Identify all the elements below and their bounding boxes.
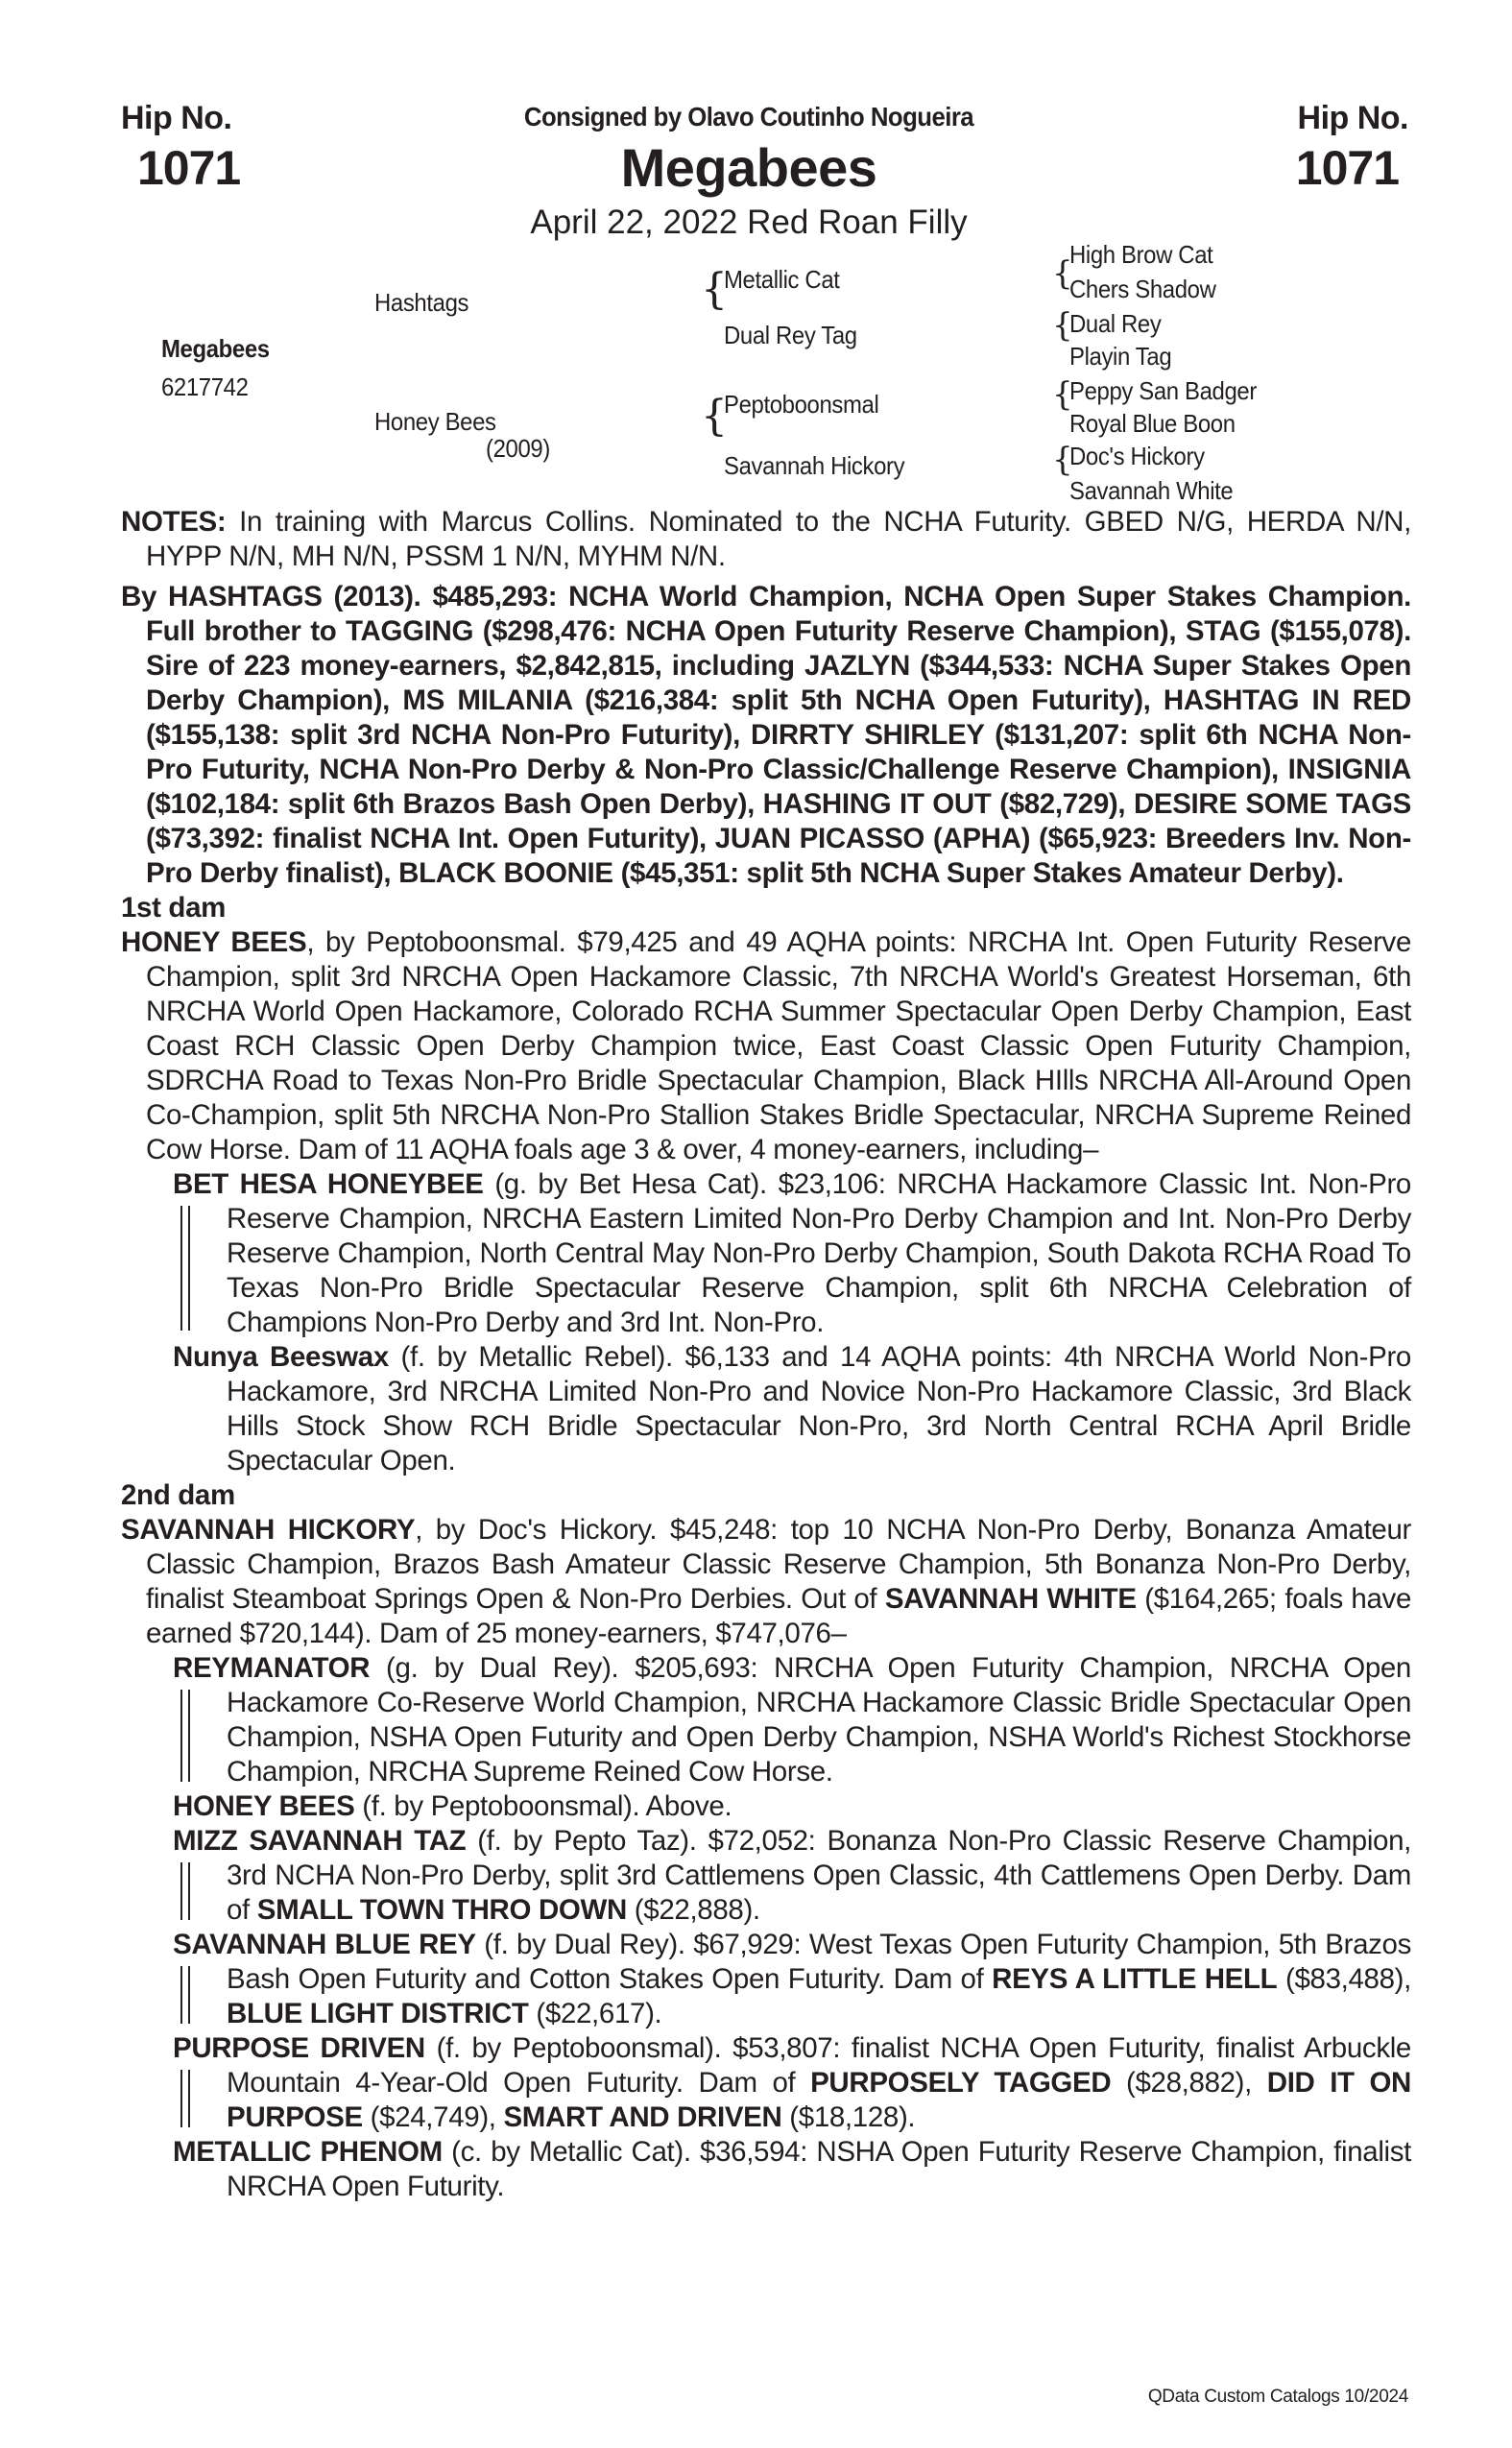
produce-entry	[121, 1340, 1411, 1478]
produce-entry	[121, 2135, 1411, 2204]
pedigree-subject: Megabees	[161, 334, 270, 363]
produce-offspring: BLUE LIGHT DISTRICT	[227, 1998, 529, 2029]
pedigree-g4-2: Chers Shadow	[1069, 275, 1216, 303]
pedigree-dam: Honey Bees	[374, 407, 496, 436]
second-dam-text-b: ($164,265; foals have earned $720,144). Dam of 25 money-earners, $747,076–	[146, 1583, 1412, 1649]
pedigree-g4-3: Dual Rey	[1069, 309, 1162, 338]
first-dam-text: , by Peptoboonsmal. $79,425 and 49 AQHA points: NRCHA Int. Open Futurity Reserve Champion, split 3rd NRCHA Open Hackamore Classic, 7th NRCHA World's Greatest Horseman, 6th NRCHA World Open Hackamore, Colorado RCHA Summer Spectacular Open Derby Champion, East Coast RCH Classic Open Derby Champion twice, East Coast Classic Open Futurity Champion, SDRCHA Road to Texas Non-Pro Bridle Spectacular Champion, Black HIlls NRCHA All-Around Open Co-Champion, split 5th NRCHA Non-Pro Stallion Stakes Bridle Spectacular, NRCHA Supreme Reined Cow Horse. Dam of 11 AQHA foals age 3 & over, 4 money-earners, including–	[146, 926, 1411, 1165]
pedigree-sire: Hashtags	[374, 288, 469, 317]
produce-offspring: SMART AND DRIVEN	[503, 2101, 782, 2133]
foal-description: April 22, 2022 Red Roan Filly	[530, 204, 968, 241]
pedigree-dam-dam: Savannah Hickory	[724, 451, 905, 480]
produce-name: METALLIC PHENOM	[173, 2136, 443, 2168]
pedigree-g4-4: Playin Tag	[1069, 342, 1172, 371]
pedigree-g4-1: High Brow Cat	[1069, 240, 1213, 269]
produce-entry	[121, 1928, 1411, 2031]
second-dam-paragraph	[121, 1513, 1411, 1651]
produce-offspring-earnings: ($24,749),	[362, 2101, 504, 2133]
pedigree-dam-sire: Peptoboonsmal	[724, 390, 879, 419]
produce-offspring: SMALL TOWN THRO DOWN	[256, 1894, 627, 1926]
pedigree-brace: {	[1052, 306, 1073, 345]
sire-paragraph: By HASHTAGS (2013). $485,293: NCHA World Champion, NCHA Open Super Stakes Champion. Full brother to TAGGING ($298,476: NCHA Open Futurity Reserve Champion), STAG ($155,078). Sire of 223 money-earners, $2,842,815, including JAZLYN ($344,533: NCHA Super Stakes Open Derby Champion), MS MILANIA ($216,384: split 5th NCHA Open Futurity), HASHTAG IN RED ($155,138: split 3rd NCHA Non-Pro Futurity), DIRRTY SHIRLEY ($131,207: split 6th NCHA Non-Pro Futurity, NCHA Non-Pro Derby & Non-Pro Classic/Challenge Reserve Champion), INSIGNIA ($102,184: split 6th Brazos Bash Open Derby), HASHING IT OUT ($82,729), DESIRE SOME TAGS ($73,392: finalist NCHA Int. Open Futurity), JUAN PICASSO (APHA) ($65,923: Breeders Inv. Non-Pro Derby finalist), BLACK BOONIE ($45,351: split 5th NCHA Super Stakes Amateur Derby).	[121, 581, 1411, 889]
produce-text: (f. by Dual Rey). $67,929: West Texas Open Futurity Champion, 5th Brazos Bash Open Futurity and Cotton Stakes Open Futurity. Dam of	[227, 1929, 1412, 1995]
produce-offspring-earnings: ($22,888).	[626, 1894, 760, 1926]
produce-offspring: DID IT ON PURPOSE	[227, 2067, 1412, 2133]
pedigree-g4-7: Doc's Hickory	[1069, 442, 1205, 470]
hip-label-right: Hip No.	[1297, 100, 1408, 136]
produce-offspring-earnings: ($22,617).	[528, 1998, 662, 2029]
produce-entry	[121, 1167, 1411, 1340]
produce-text: (f. by Peptoboonsmal). Above.	[354, 1790, 732, 1822]
produce-name: MIZZ SAVANNAH TAZ	[173, 1825, 467, 1857]
pedigree-sire-dam: Dual Rey Tag	[724, 321, 857, 349]
horse-name: Megabees	[620, 137, 877, 198]
notes-paragraph	[121, 505, 1411, 574]
consignor-line: Consigned by Olavo Coutinho Nogueira	[523, 102, 974, 132]
produce-offspring: PURPOSELY TAGGED	[810, 2067, 1112, 2099]
notes-label: NOTES:	[121, 506, 227, 538]
pedigree-sire-sire: Metallic Cat	[724, 265, 840, 294]
second-dam-text-a: , by Doc's Hickory. $45,248: top 10 NCHA Non-Pro Derby, Bonanza Amateur Classic Champion, Brazos Bash Amateur Classic Reserve Champion, 5th Bonanza Non-Pro Derby, finalist Steamboat Springs Open & Non-Pro Derbies. Out of	[146, 1514, 1411, 1615]
produce-name: SAVANNAH BLUE REY	[173, 1929, 476, 1960]
produce-text: (g. by Bet Hesa Cat). $23,106: NRCHA Hackamore Classic Int. Non-Pro Reserve Champion, NRCHA Eastern Limited Non-Pro Derby Champion and Int. Non-Pro Derby Reserve Champion, North Central May Non-Pro Derby Champion, South Dakota RCHA Road To Texas Non-Pro Bridle Spectacular Reserve Champion, split 6th NRCHA Celebration of Champions Non-Pro Derby and 3rd Int. Non-Pro.	[227, 1168, 1411, 1338]
produce-text: (f. by Metallic Rebel). $6,133 and 14 AQHA points: 4th NRCHA World Non-Pro Hackamore, 3rd NRCHA Limited Non-Pro and Novice Non-Pro Hackamore Classic, 3rd Black Hills Stock Show RCH Bridle Spectacular Non-Pro, 3rd North Central RCHA April Bridle Spectacular Open.	[227, 1341, 1411, 1476]
produce-name: Nunya Beeswax	[173, 1341, 389, 1373]
produce-name: PURPOSE DRIVEN	[173, 2032, 425, 2064]
second-dam-heading: 2nd dam	[121, 1479, 235, 1511]
produce-text: (f. by Pepto Taz). $72,052: Bonanza Non-Pro Classic Reserve Champion, 3rd NCHA Non-Pro Derby, split 3rd Cattlemens Open Classic, 4th Cattlemens Open Derby. Dam of	[227, 1825, 1412, 1926]
produce-entry	[121, 1824, 1411, 1928]
produce-offspring-earnings: ($83,488),	[1277, 1963, 1411, 1995]
pedigree-g4-8: Savannah White	[1069, 476, 1234, 505]
pedigree-brace: {	[1052, 375, 1073, 414]
first-dam-paragraph	[121, 925, 1411, 1167]
pedigree-brace: {	[1052, 254, 1073, 293]
produce-entry	[121, 1789, 1411, 1824]
pedigree-g4-6: Royal Blue Boon	[1069, 409, 1236, 438]
produce-offspring-earnings: ($18,128).	[781, 2101, 916, 2133]
second-dam-out-of: SAVANNAH WHITE	[884, 1583, 1137, 1615]
produce-name: BET HESA HONEYBEE	[173, 1168, 484, 1200]
first-dam-name: HONEY BEES	[121, 926, 307, 958]
pedigree-brace: {	[1052, 441, 1073, 479]
produce-name: HONEY BEES	[173, 1790, 355, 1822]
produce-entry	[121, 2031, 1411, 2135]
produce-name: REYMANATOR	[173, 1652, 371, 1684]
pedigree-reg-number: 6217742	[161, 372, 249, 401]
catalog-body	[121, 505, 1411, 2204]
produce-offspring: REYS A LITTLE HELL	[992, 1963, 1278, 1995]
produce-entry	[121, 1651, 1411, 1789]
produce-text: (f. by Peptoboonsmal). $53,807: finalist NCHA Open Futurity, finalist Arbuckle Mountain 4-Year-Old Open Futurity. Dam of	[227, 2032, 1411, 2099]
pedigree-dam-year: (2009)	[486, 434, 550, 463]
hip-number-left: 1071	[137, 141, 241, 195]
second-dam-name: SAVANNAH HICKORY	[121, 1514, 416, 1546]
hip-label-left: Hip No.	[121, 100, 232, 136]
produce-text: (g. by Dual Rey). $205,693: NRCHA Open Futurity Champion, NRCHA Open Hackamore Co-Reserve World Champion, NRCHA Hackamore Classic Bridle Spectacular Open Champion, NSHA Open Futurity and Open Derby Champion, NSHA World's Richest Stockhorse Champion, NRCHA Supreme Reined Cow Horse.	[227, 1652, 1411, 1788]
pedigree-g4-5: Peppy San Badger	[1069, 376, 1257, 405]
first-dam-heading: 1st dam	[121, 892, 227, 924]
hip-number-right: 1071	[1295, 141, 1399, 195]
footer-credit: QData Custom Catalogs 10/2024	[1147, 2387, 1408, 2407]
notes-text: In training with Marcus Collins. Nominated to the NCHA Futurity. GBED N/G, HERDA N/N, HYPP N/N, MH N/N, PSSM 1 N/N, MYHM N/N.	[146, 506, 1411, 572]
pedigree-brace: {	[701, 265, 728, 314]
pedigree-brace: {	[701, 392, 728, 441]
produce-text: (c. by Metallic Cat). $36,594: NSHA Open Futurity Reserve Champion, finalist NRCHA Open Futurity.	[227, 2136, 1411, 2202]
produce-offspring-earnings: ($28,882),	[1111, 2067, 1267, 2099]
